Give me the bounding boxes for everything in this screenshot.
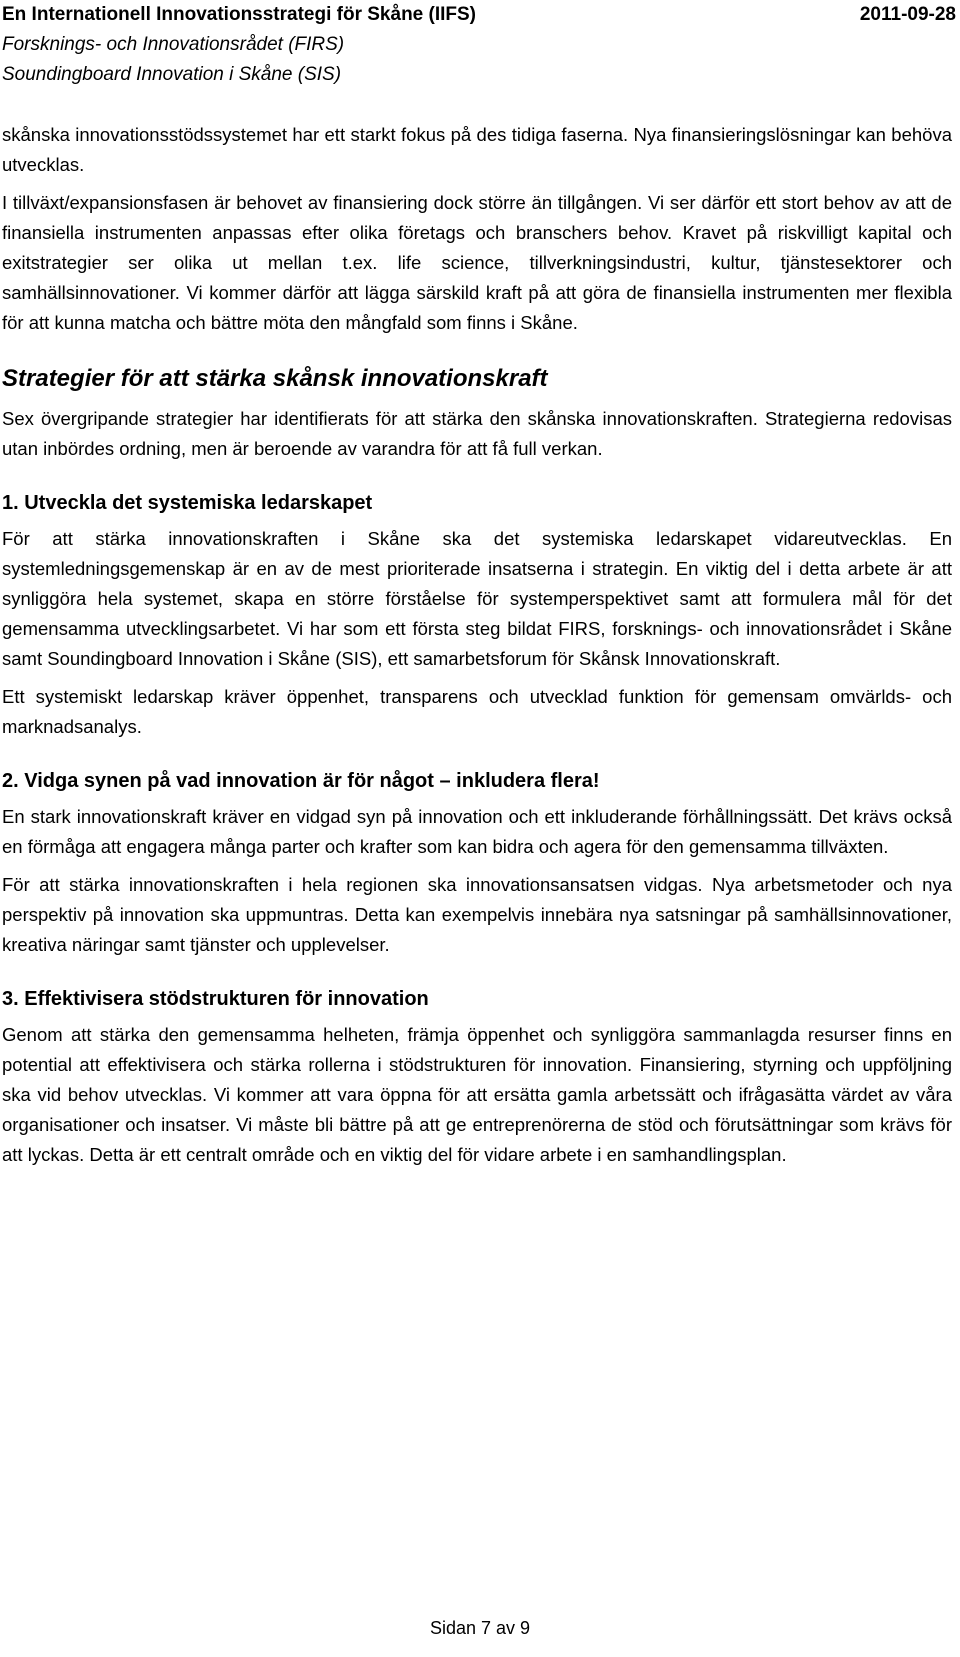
header-subtitle-firs: Forsknings- och Innovationsrådet (FIRS) — [2, 34, 345, 55]
section-1-paragraph-2: Ett systemiskt ledarskap kräver öppenhet, transparens och utvecklad funktion för gemensam omvärlds- och marknadsanalys. — [2, 686, 952, 737]
intro-paragraph-2: I tillväxt/expansionsfasen är behovet av finansiering dock större än tillgången. Vi ser därför ett stort behov av att de finansiella instrumenten anpassas efter olika företags och branschers behov. Kravet på riskvilligt kapital och exitstrategier ser olika ut mellan t.ex. life science, tillverkningsindustri, kultur, tjänstesektorer och samhällsinnovationer. Vi kommer därför att lägga särskild kraft på att göra de finansiella instrumenten mer flexibla för att kunna matcha och bättre möta den mångfald som finns i Skåne. — [2, 192, 952, 333]
strategies-paragraph: Sex övergripande strategier har identifierats för att stärka den skånska innovationskraften. Strategierna redovisas utan inbördes ordning, men är beroende av varandra för att få full verkan. — [2, 408, 952, 459]
document-date: 2011-09-28 — [859, 4, 956, 25]
header-subtitle-sis: Soundingboard Innovation i Skåne (SIS) — [2, 64, 342, 85]
section-2-paragraph-2: För att stärka innovationskraften i hela regionen ska innovationsansatsen vidgas. Nya arbetsmetoder och nya perspektiv på innovation ska uppmuntras. Detta kan exempelvis innebära nya satsningar på samhällsinnovationer, kreativa näringar samt tjänster och upplevelser. — [2, 874, 952, 955]
section-2-heading: 2. Vidga synen på vad innovation är för något – inkludera flera! — [2, 770, 600, 792]
section-1-heading: 1. Utveckla det systemiska ledarskapet — [2, 492, 373, 514]
intro-paragraph-1: skånska innovationsstödssystemet har ett starkt fokus på des tidiga faserna. Nya finansieringslösningar kan behöva utvecklas. — [2, 124, 952, 175]
page-number: Sidan 7 av 9 — [429, 1618, 531, 1638]
strategies-heading: Strategier för att stärka skånsk innovationskraft — [2, 365, 548, 392]
section-2-paragraph-1: En stark innovationskraft kräver en vidgad syn på innovation och ett inkluderande förhållningssätt. Det krävs också en förmåga att engagera många parter och krafter som kan bidra och agera för den gemensamma tillväxten. — [2, 806, 952, 857]
page-content — [2, 120, 952, 1170]
section-1-paragraph-1: För att stärka innovationskraften i Skåne ska det systemiska ledarskapet vidareutvecklas. En systemledningsgemenskap är en av de mest prioriterade insatserna i strategin. En viktig del i detta arbete är att synliggöra hela systemet, skapa en större förståelse för systemperspektivet samt att formulera mål för det gemensamma utvecklingsarbetet. Vi har som ett första steg bildat FIRS, forsknings- och innovationsrådet i Skåne samt Soundingboard Innovation i Skåne (SIS), ett samarbetsforum för Skånsk Innovationskraft. — [2, 528, 952, 669]
section-3-paragraph-1: Genom att stärka den gemensamma helheten, främja öppenhet och synliggöra sammanlagda resurser finns en potential att effektivisera och stärka rollerna i stödstrukturen för innovation. Finansiering, styrning och uppföljning ska vid behov utvecklas. Vi kommer att vara öppna för att ersätta gamla arbetssätt och ifrågasätta värdet av våra organisationer och insatser. Vi måste bli bättre på att ge entreprenörerna de stöd och förutsättningar som krävs för att lyckas. Detta är ett centralt område och en viktig del för vidare arbete i en samhandlingsplan. — [2, 1024, 952, 1165]
section-3-heading: 3. Effektivisera stödstrukturen för innovation — [2, 988, 429, 1010]
page-header — [2, 0, 956, 90]
document-title: En Internationell Innovationsstrategi för Skåne (IIFS) — [2, 4, 477, 25]
header-top-row — [2, 0, 956, 30]
